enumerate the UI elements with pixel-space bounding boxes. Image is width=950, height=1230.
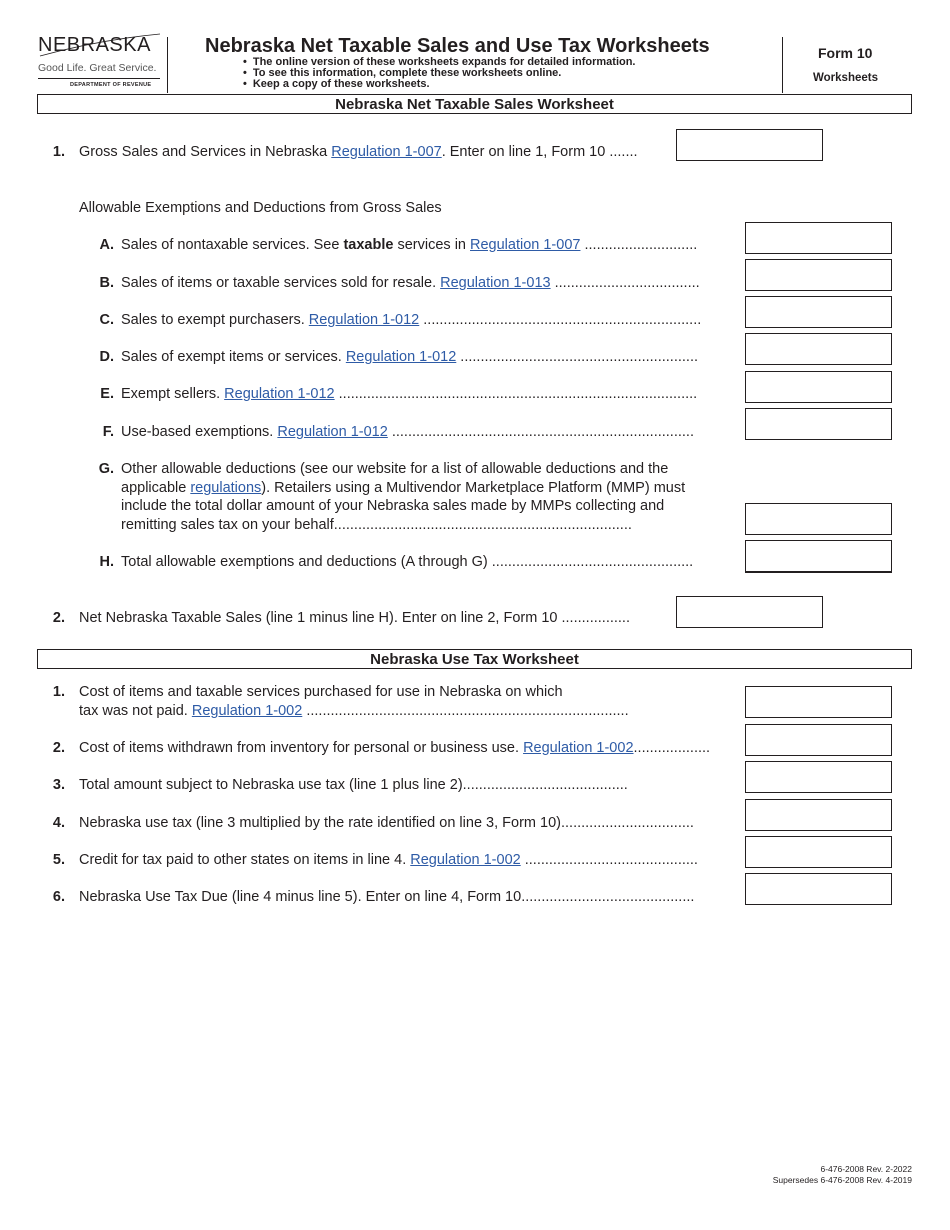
line-text: Cost of items and taxable services purchased for use in Nebraska on which [79,684,563,700]
regulation-link[interactable]: Regulation 1-002 [410,852,521,868]
row-letter: H. [99,554,114,570]
regulation-link[interactable]: Regulation 1-012 [345,349,457,365]
regulations-link[interactable]: regulations [190,480,262,496]
line-number: 6. [52,889,65,905]
row-letter: A. [99,237,114,253]
row-letter: E. [100,386,114,402]
row-letter: C. [99,312,114,328]
row-text: Sales to exempt purchasers. Regulation 1-012 ..................................................................... [121,312,702,328]
row-text: remitting sales tax on your behalf.......................................................................... [121,517,632,533]
row-text: include the total dollar amount of your Nebraska sales made by MMPs collecting and [121,498,665,514]
exemptions-subheading: Allowable Exemptions and Deductions from Gross Sales [79,200,442,216]
use-line-5-input[interactable] [745,836,892,868]
line-number: 5. [52,852,65,868]
line-number: 1. [52,144,65,160]
line-number: 2. [52,740,65,756]
line-number: 1. [52,684,65,700]
exemption-g-input[interactable] [745,503,892,535]
line-text: Cost of items withdrawn from inventory for personal or business use. Regulation 1-002................... [79,740,711,756]
exemption-a-input[interactable] [745,222,892,254]
exemption-c-input[interactable] [745,296,892,328]
line-number: 3. [52,777,65,793]
row-text: Other allowable deductions (see our website for a list of allowable deductions and the [121,461,669,477]
page-title: Nebraska Net Taxable Sales and Use Tax Worksheets [205,35,710,57]
line-text: Nebraska use tax (line 3 multiplied by the rate identified on line 3, Form 10)................................. [79,815,694,831]
row-text: Sales of items or taxable services sold for resale. Regulation 1-013 .................................... [121,275,700,291]
header-note: • To see this information, complete these worksheets online. [243,68,636,79]
line-text: Credit for tax paid to other states on items in line 4. Regulation 1-002 ........................................... [79,852,698,868]
row-text: Sales of exempt items or services. Regulation 1-012 ........................................................... [121,349,698,365]
line-text: Net Nebraska Taxable Sales (line 1 minus line H). Enter on line 2, Form 10 ................. [79,610,630,626]
sales-worksheet-heading: Nebraska Net Taxable Sales Worksheet [37,94,912,114]
row-text: Use-based exemptions. Regulation 1-012 ........................................................................... [121,424,694,440]
exemption-e-input[interactable] [745,371,892,403]
regulation-link[interactable]: Regulation 1-012 [224,386,335,402]
use-line-4-input[interactable] [745,799,892,831]
regulation-link[interactable]: Regulation 1-002 [191,703,303,719]
row-text: applicable regulations). Retailers using a Multivendor Marketplace Platform (MMP) must [121,480,686,496]
line-number: 2. [52,610,65,626]
use-line-1-input[interactable] [745,686,892,718]
use-line-6-input[interactable] [745,873,892,905]
header-note: • Keep a copy of these worksheets. [243,79,636,90]
exemption-total-input[interactable] [745,540,892,573]
row-letter: B. [99,275,114,291]
regulation-link[interactable]: Regulation 1-012 [308,312,420,328]
nebraska-logo-wordmark: NEBRASKA [38,34,151,56]
logo-divider [38,78,160,79]
form-revision: 6-476-2008 Rev. 2-2022 [820,1164,912,1174]
header-note: • The online version of these worksheets expands for detailed information. [243,57,636,68]
regulation-link[interactable]: Regulation 1-007 [331,144,442,160]
row-letter: G. [98,461,114,477]
logo-swoosh-icon [38,30,163,60]
line-number: 4. [52,815,65,831]
header-notes [243,57,636,90]
header-divider [167,37,168,93]
sales-line-2-input[interactable] [676,596,823,628]
exemption-b-input[interactable] [745,259,892,291]
exemption-row-g [0,460,745,540]
row-text: Sales of nontaxable services. See taxable services in Regulation 1-007 ............................ [121,237,698,253]
line-text: Nebraska Use Tax Due (line 4 minus line 5). Enter on line 4, Form 10........................................... [79,889,695,905]
regulation-link[interactable]: Regulation 1-007 [470,237,581,253]
regulation-link[interactable]: Regulation 1-013 [440,275,551,291]
regulation-link[interactable]: Regulation 1-002 [523,740,634,756]
row-letter: F. [102,424,114,440]
logo-department: DEPARTMENT OF REVENUE [70,82,152,88]
row-text: Total allowable exemptions and deductions (A through G) .................................................. [121,554,694,570]
logo-tagline: Good Life. Great Service. [38,62,157,74]
regulation-link[interactable]: Regulation 1-012 [277,424,388,440]
use-line-1 [0,683,745,723]
header-divider [782,37,783,93]
sales-line-1-input[interactable] [676,129,823,161]
use-line-2-input[interactable] [745,724,892,756]
exemption-d-input[interactable] [745,333,892,365]
exemption-f-input[interactable] [745,408,892,440]
use-line-3-input[interactable] [745,761,892,793]
row-text: Exempt sellers. Regulation 1-012 ......................................................................................... [121,386,698,402]
line-text: Gross Sales and Services in Nebraska Regulation 1-007. Enter on line 1, Form 10 ....... [79,144,638,160]
row-letter: D. [99,349,114,365]
line-text: Total amount subject to Nebraska use tax (line 1 plus line 2)......................................... [79,777,628,793]
form-number: Form 10 [818,45,873,61]
form-subtitle: Worksheets [813,72,878,84]
line-text: tax was not paid. Regulation 1-002 ................................................................................ [79,703,629,719]
form-supersedes: Supersedes 6-476-2008 Rev. 4-2019 [772,1175,912,1185]
use-worksheet-heading: Nebraska Use Tax Worksheet [37,649,912,669]
